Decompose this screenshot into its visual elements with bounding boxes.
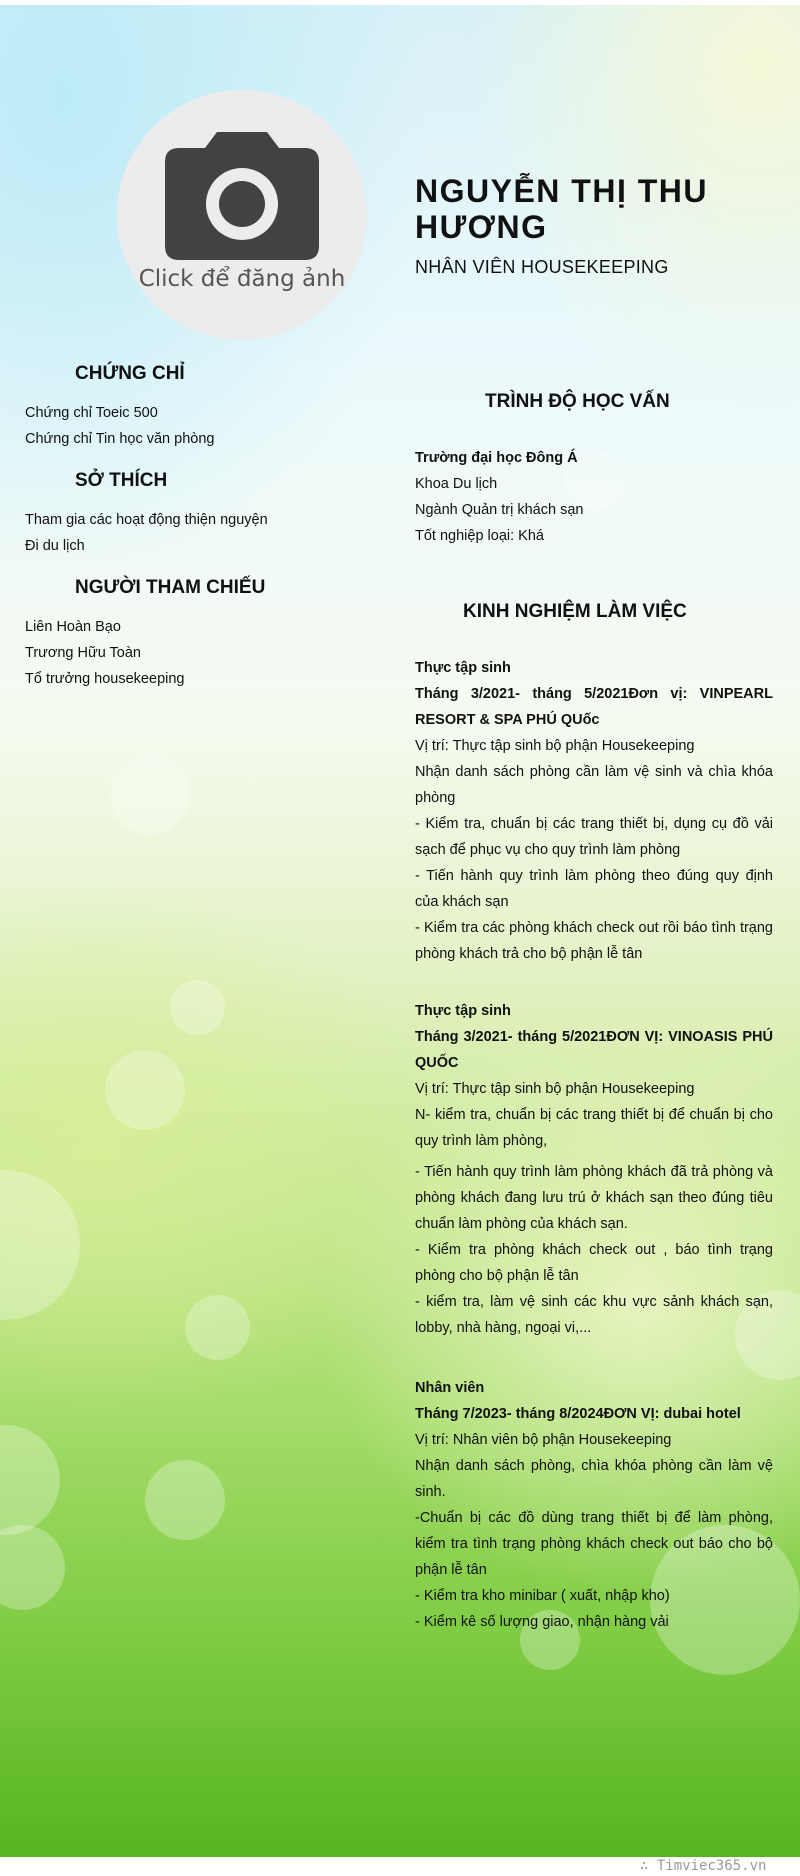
hobbies-title: SỞ THÍCH [75, 470, 168, 491]
job-duty: -Chuẩn bị các đồ dùng trang thiết bị để làm phòng, kiểm tra tình trạng phòng khách check out báo cho bộ phận lễ tân [415, 1510, 773, 1578]
certificate-item: Chứng chỉ Tin học văn phòng [25, 431, 215, 447]
job-role: Nhân viên [415, 1380, 485, 1396]
job-duty: Nhận danh sách phòng cần làm vệ sinh và chìa khóa phòng [415, 764, 773, 806]
education-grade: Tốt nghiệp loại: Khá [415, 528, 544, 544]
job-position: Vị trí: Thực tập sinh bộ phận Housekeeping [415, 738, 695, 754]
candidate-name: NGUYỄN THỊ THU HƯƠNG [415, 173, 708, 245]
job-position: Vị trí: Thực tập sinh bộ phận Housekeeping [415, 1081, 695, 1097]
experience-entry [415, 655, 773, 967]
references-title: NGƯỜI THAM CHIẾU [75, 577, 266, 598]
experience-entry [415, 1375, 773, 1635]
job-period: Tháng 3/2021- tháng 5/2021Đơn vị: VINPEARL RESORT & SPA PHÚ QUốc [415, 686, 773, 728]
experience-entry [415, 998, 773, 1341]
job-period: Tháng 7/2023- tháng 8/2024ĐƠN VỊ: dubai hotel [415, 1406, 741, 1422]
job-role: Thực tập sinh [415, 1003, 511, 1019]
camera-icon [165, 130, 319, 260]
avatar-caption: Click để đăng ảnh [138, 266, 346, 292]
watermark: ∴ Timviec365.vn [640, 1858, 767, 1874]
reference-item: Tổ trưởng housekeeping [25, 671, 185, 687]
cv-page [0, 5, 800, 1857]
education-faculty: Khoa Du lịch [415, 476, 498, 492]
job-title: NHÂN VIÊN HOUSEKEEPING [415, 257, 669, 277]
reference-item: Trương Hữu Toàn [25, 645, 141, 661]
job-duty: - Kiểm tra, chuẩn bị các trang thiết bị, dụng cụ đồ vải sạch để phục vụ cho quy trình làm phòng [415, 816, 773, 858]
hobby-item: Đi du lịch [25, 538, 85, 554]
job-role: Thực tập sinh [415, 660, 511, 676]
education-block [415, 445, 773, 549]
certificates-title: CHỨNG CHỈ [75, 363, 185, 384]
job-duty: - kiểm tra, làm vệ sinh các khu vực sảnh khách sạn, lobby, nhà hàng, ngoại vi,... [415, 1294, 773, 1336]
job-duty: - Tiến hành quy trình làm phòng khách đã trả phòng và phòng khách đang lưu trú ở khách sạn theo đúng tiêu chuẩn làm phòng của khách sạn. [415, 1164, 773, 1232]
job-duty: - Kiểm tra phòng khách check out , báo tình trạng phòng cho bộ phận lễ tân [415, 1242, 773, 1284]
education-major: Ngành Quản trị khách sạn [415, 502, 584, 518]
job-period: Tháng 3/2021- tháng 5/2021ĐƠN VỊ: VINOASIS PHÚ QUỐC [415, 1029, 773, 1071]
education-school: Trường đại học Đông Á [415, 450, 578, 466]
job-duty: - Tiến hành quy trình làm phòng theo đúng quy định của khách sạn [415, 868, 773, 910]
job-duty: - Kiểm tra các phòng khách check out rồi báo tình trạng phòng khách trả cho bộ phận lễ tân [415, 920, 773, 962]
hobby-item: Tham gia các hoạt động thiện nguyện [25, 512, 268, 528]
job-duty: - Kiểm kê số lượng giao, nhận hàng vải [415, 1614, 669, 1630]
certificate-item: Chứng chỉ Toeic 500 [25, 405, 158, 421]
education-title: TRÌNH ĐỘ HỌC VẤN [485, 391, 670, 412]
job-duty: Nhận danh sách phòng, chìa khóa phòng cần làm vệ sinh. [415, 1458, 773, 1500]
experience-title: KINH NGHIỆM LÀM VIỆC [463, 601, 687, 622]
reference-item: Liên Hoàn Bạo [25, 619, 121, 635]
job-position: Vị trí: Nhân viên bộ phận Housekeeping [415, 1432, 672, 1448]
job-duty: N- kiểm tra, chuẩn bị các trang thiết bị để chuẩn bị cho quy trình làm phòng, [415, 1107, 773, 1149]
job-duty: - Kiểm tra kho minibar ( xuất, nhập kho) [415, 1588, 670, 1604]
avatar-upload[interactable] [117, 90, 367, 340]
